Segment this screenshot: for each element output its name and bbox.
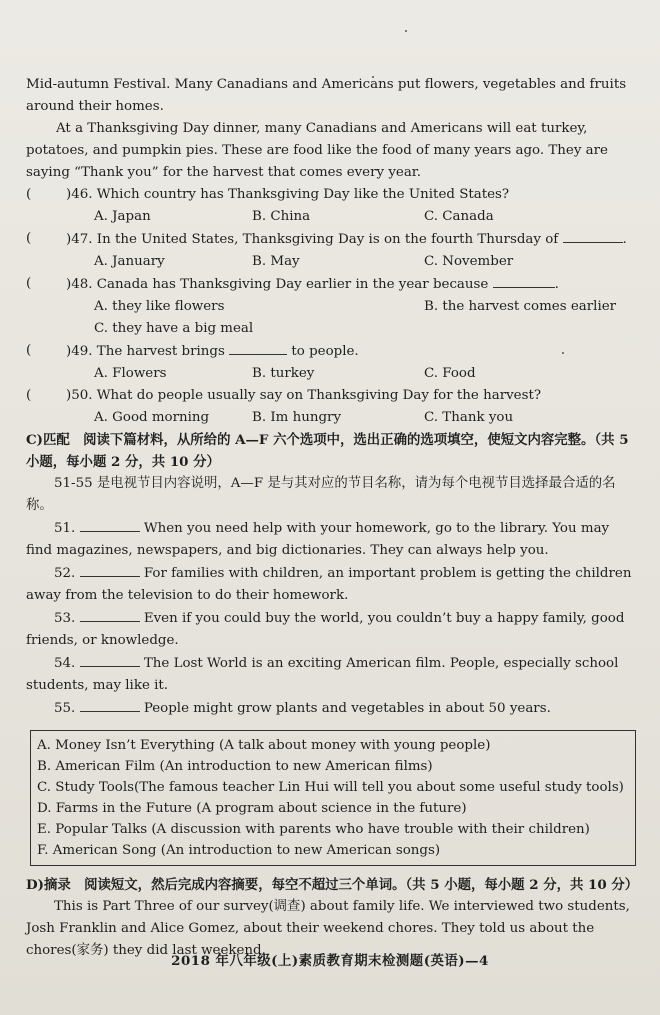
- item-number: 54.: [54, 656, 76, 671]
- option: A. they like flowers: [94, 299, 225, 314]
- question-stem: )47. In the United States, Thanksgiving Day is on the fourth Thursday of: [66, 232, 559, 247]
- answer-paren: (: [26, 187, 32, 202]
- fill-blank: [80, 652, 140, 667]
- reading-line: Mid-autumn Festival. Many Canadians and Americans put flowers, vegetables and fruits around their homes.: [26, 77, 627, 114]
- answer-paren: (: [26, 388, 32, 403]
- question-50: [26, 385, 638, 407]
- answer-paren: (: [26, 276, 32, 291]
- item-text: Even if you could buy the world, you couldn’t buy a happy family, good friends, or knowledge.: [26, 611, 625, 648]
- option: A. Flowers: [94, 366, 167, 381]
- option: A. January: [94, 254, 165, 269]
- matching-item-55: [26, 697, 638, 720]
- option: A. Good morning: [94, 410, 210, 425]
- fill-blank: [229, 340, 287, 355]
- option: C. Food: [424, 366, 476, 381]
- option: B. Im hungry: [252, 410, 342, 425]
- choice-a: A. Money Isn’t Everything (A talk about money with young people): [37, 738, 491, 753]
- answer-paren: (: [26, 343, 32, 358]
- options-47: [26, 251, 638, 273]
- question-tail: .: [554, 277, 559, 292]
- options-48-extra: [26, 318, 638, 340]
- options-46: [26, 206, 638, 228]
- section-c-intro: 51-55 是电视节目内容说明，A—F 是与其对应的节目名称，请为每个电视节目选择最合适的名称。: [26, 476, 616, 513]
- question-stem: )48. Canada has Thanksgiving Day earlier in the year because: [66, 277, 489, 292]
- item-number: 53.: [54, 611, 76, 626]
- item-number: 55.: [54, 701, 76, 716]
- option: A. Japan: [94, 209, 151, 224]
- fill-blank: [80, 607, 140, 622]
- fill-blank: [80, 697, 140, 712]
- question-tail: to people.: [291, 344, 359, 359]
- section-d-title: D)摘录 阅读短文，然后完成内容摘要，每空不超过三个单词。（共 5 小题，每小题 2 分，共 10 分）: [26, 877, 639, 893]
- speck-mark: [405, 30, 407, 32]
- page-footer: 2018 年八年级(上)素质教育期末检测题(英语)—4: [171, 953, 489, 969]
- choice-f: F. American Song (An introduction to new American songs): [37, 843, 441, 858]
- option: B. May: [252, 254, 300, 269]
- fill-blank: [493, 273, 555, 288]
- question-stem: )49. The harvest brings: [66, 344, 225, 359]
- options-49: [26, 363, 638, 385]
- question-tail: .: [622, 232, 627, 247]
- answer-paren: (: [26, 231, 32, 246]
- option: B. the harvest comes earlier: [424, 299, 617, 314]
- options-50: [26, 407, 638, 429]
- choice-b: B. American Film (An introduction to new American films): [37, 759, 433, 774]
- question-49: [26, 340, 638, 363]
- options-48: [26, 296, 638, 318]
- option: C. November: [424, 254, 514, 269]
- option: C. Canada: [424, 209, 494, 224]
- section-c-title: C)匹配 阅读下篇材料，从所给的 A—F 六个选项中，选出正确的选项填空，使短文内容完整。（共 5 小题，每小题 2 分，共 10 分）: [26, 432, 629, 470]
- matching-item-51: [26, 517, 638, 562]
- question-48: [26, 273, 638, 296]
- item-number: 52.: [54, 566, 76, 581]
- fill-blank: [80, 517, 140, 532]
- fill-blank: [563, 228, 623, 243]
- reading-paragraph: At a Thanksgiving Day dinner, many Canadians and Americans will eat turkey, potatoes, and pumpkin pies. These are food like the food of many years ago. They are saying “Thank you” for the harvest that comes every year.: [26, 121, 608, 180]
- question-stem: )50. What do people usually say on Thanksgiving Day for the harvest?: [66, 388, 542, 403]
- item-text: When you need help with your homework, go to the library. You may find magazines, newspapers, and big dictionaries. They can always help you.: [26, 521, 610, 558]
- choice-e: E. Popular Talks (A discussion with parents who have trouble with their children): [37, 822, 590, 837]
- question-47: [26, 228, 638, 251]
- choice-d: D. Farms in the Future (A program about science in the future): [37, 801, 467, 816]
- matching-item-52: [26, 562, 638, 607]
- question-stem: )46. Which country has Thanksgiving Day like the United States?: [66, 187, 510, 202]
- matching-item-53: [26, 607, 638, 652]
- section-d-paragraph: This is Part Three of our survey(调查) about family life. We interviewed two students, Josh Franklin and Alice Gomez, about their weekend chores. They told us about the chores(家务) they did last weekend.: [26, 899, 630, 958]
- option: B. turkey: [252, 366, 315, 381]
- choices-box: [30, 730, 636, 866]
- option: C. Thank you: [424, 410, 514, 425]
- option: C. they have a big meal: [94, 321, 254, 336]
- item-number: 51.: [54, 521, 76, 536]
- question-46: [26, 184, 638, 206]
- exam-content: [26, 74, 638, 962]
- matching-item-54: [26, 652, 638, 697]
- choice-c: C. Study Tools(The famous teacher Lin Hui will tell you about some useful study tools): [37, 780, 624, 795]
- item-text: The Lost World is an exciting American film. People, especially school students, may like it.: [26, 656, 619, 693]
- option: B. China: [252, 209, 311, 224]
- fill-blank: [80, 562, 140, 577]
- item-text: People might grow plants and vegetables in about 50 years.: [143, 701, 551, 716]
- item-text: For families with children, an important problem is getting the children away from the television to do their homework.: [26, 566, 632, 603]
